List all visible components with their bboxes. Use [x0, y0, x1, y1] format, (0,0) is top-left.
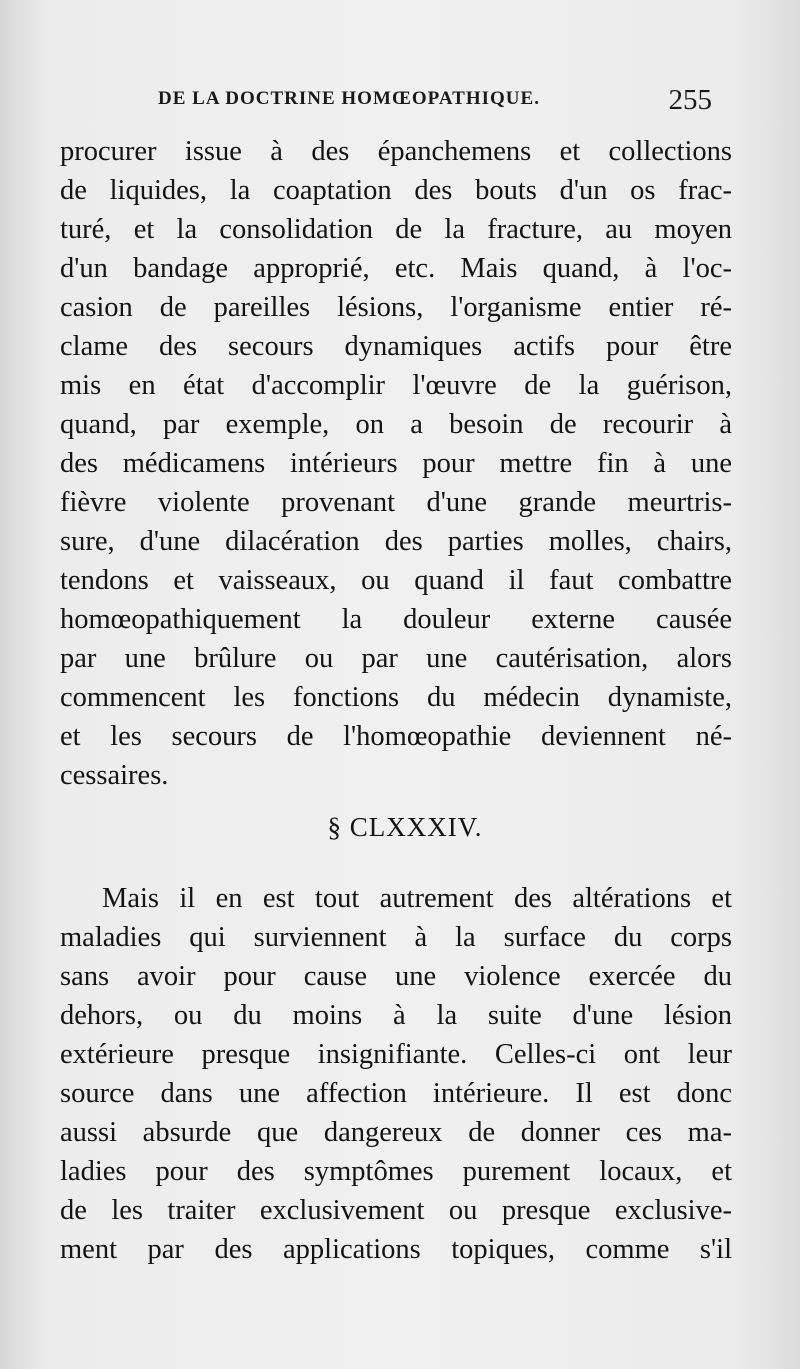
page-number: 255 [668, 84, 712, 116]
text-line: quand, par exemple, on a besoin de recourir à [60, 409, 732, 440]
text-line: casion de pareilles lésions, l'organisme entier ré- [60, 292, 732, 323]
text-line: des médicamens intérieurs pour mettre fin à une [60, 448, 732, 479]
text-line: mis en état d'accomplir l'œuvre de la guérison, [60, 370, 732, 401]
text-line: clame des secours dynamiques actifs pour être [60, 331, 732, 362]
text-line: dehors, ou du moins à la suite d'une lésion [60, 1000, 732, 1031]
section-heading: § CLXXXIV. [327, 812, 483, 842]
text-line: Mais il en est tout autrement des altérations et [102, 883, 732, 914]
running-title: DE LA DOCTRINE HOMŒOPATHIQUE. [158, 88, 540, 109]
text-line: cessaires. [60, 760, 169, 791]
text-line: tendons et vaisseaux, ou quand il faut combattre [60, 565, 732, 596]
text-line: commencent les fonctions du médecin dynamiste, [60, 682, 732, 713]
page-header [60, 84, 720, 118]
text-line: et les secours de l'homœopathie deviennent né- [60, 721, 732, 752]
text-line: de liquides, la coaptation des bouts d'un os frac- [60, 175, 732, 206]
text-line: d'un bandage approprié, etc. Mais quand, à l'oc- [60, 253, 732, 284]
text-line: procurer issue à des épanchemens et collections [60, 136, 732, 167]
text-line: turé, et la consolidation de la fracture, au moyen [60, 214, 732, 245]
text-line: par une brûlure ou par une cautérisation, alors [60, 643, 732, 674]
text-line: sure, d'une dilacération des parties molles, chairs, [60, 526, 732, 557]
text-line: ment par des applications topiques, comme s'il [60, 1234, 732, 1265]
text-line: aussi absurde que dangereux de donner ces ma- [60, 1117, 732, 1148]
text-line: maladies qui surviennent à la surface du corps [60, 922, 732, 953]
text-line: sans avoir pour cause une violence exercée du [60, 961, 732, 992]
paragraph-1 [60, 132, 732, 795]
text-line: de les traiter exclusivement ou presque exclusive- [60, 1195, 732, 1226]
text-line: fièvre violente provenant d'une grande meurtris- [60, 487, 732, 518]
text-line: ladies pour des symptômes purement locaux, et [60, 1156, 732, 1187]
text-line: source dans une affection intérieure. Il est donc [60, 1078, 732, 1109]
text-line: homœopathiquement la douleur externe causée [60, 604, 732, 635]
text-line: extérieure presque insignifiante. Celles-ci ont leur [60, 1039, 732, 1070]
paragraph-2 [60, 879, 732, 1269]
